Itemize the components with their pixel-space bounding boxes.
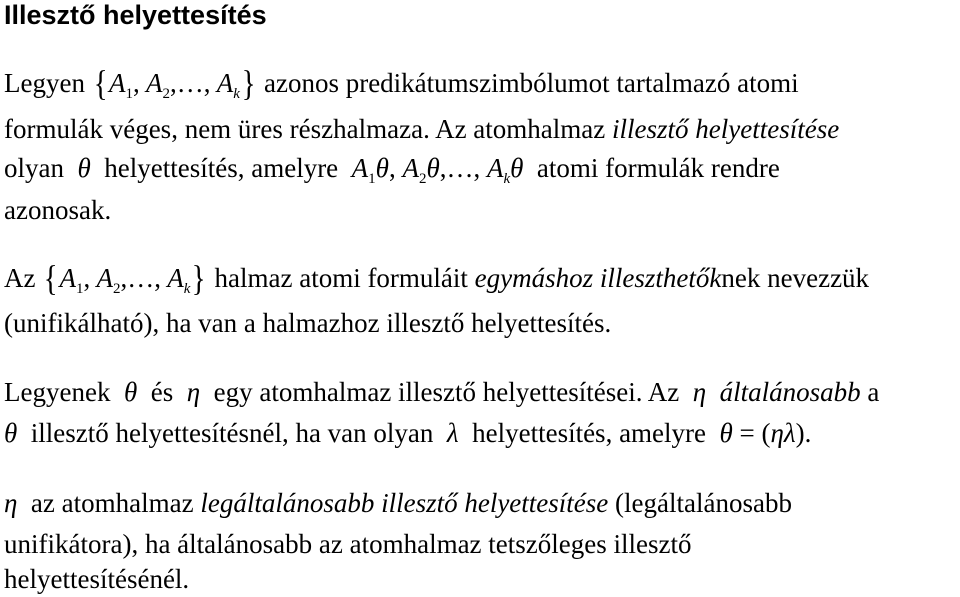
symbol-a: A	[109, 68, 126, 98]
para2-line2	[4, 307, 611, 339]
theta: θ	[375, 153, 389, 183]
left-paren: (	[761, 418, 771, 448]
para1-line2	[4, 113, 839, 145]
text: olyan	[4, 153, 64, 183]
theta: θ	[719, 418, 733, 448]
sub-2: 2	[162, 86, 171, 102]
text: illesztő helyettesítésnél, ha van olyan	[30, 418, 434, 448]
symbol-a: A	[167, 263, 184, 293]
sub-k: k	[503, 171, 511, 187]
para3-line1	[4, 376, 879, 408]
eta: η	[770, 418, 784, 448]
left-brace: {	[93, 63, 108, 103]
text: azonosak.	[4, 195, 112, 225]
sub-1: 1	[368, 171, 376, 187]
left-brace: {	[43, 258, 58, 298]
symbol-a: A	[216, 68, 234, 98]
text: azonos predikátumszimbólumot tartalmazó atomi	[263, 68, 799, 98]
page-title: Illesztő helyettesítés	[4, 0, 267, 30]
symbol-a: A	[59, 263, 77, 293]
comma: ,	[170, 68, 177, 98]
para4-line3	[4, 563, 189, 595]
ellipsis: …	[127, 263, 155, 293]
equals: =	[739, 418, 755, 448]
comma: ,	[473, 153, 481, 183]
text: Az	[4, 263, 36, 293]
text: helyettesítésénél.	[4, 564, 190, 594]
eta-symbol: η	[4, 488, 18, 518]
text: és	[150, 377, 174, 407]
para4-line1	[4, 487, 792, 519]
theta-symbol: θ	[77, 153, 91, 183]
right-paren: )	[795, 418, 805, 448]
eta-symbol: η	[186, 377, 201, 407]
text: nek nevezzük	[721, 263, 870, 293]
theta-symbol: θ	[123, 377, 138, 407]
symbol-a: A	[146, 68, 163, 98]
comma: ,	[203, 68, 211, 98]
theta-symbol: θ	[4, 418, 18, 448]
sub-k: k	[183, 281, 191, 297]
para1-line3	[4, 152, 780, 195]
text: helyettesítés, amelyre	[104, 153, 339, 183]
comma: ,	[133, 68, 140, 98]
symbol-a: A	[96, 263, 114, 293]
term-egymashoz-illeszthetok: egymáshoz illeszthetők	[474, 263, 722, 293]
text: unifikátora), ha általánosabb az atomhalmaz tetszőleges illesztő	[4, 529, 692, 559]
comma: ,	[120, 263, 128, 293]
symbol-a: A	[486, 153, 504, 183]
text: (legáltalánosabb	[615, 488, 792, 518]
ellipsis: …	[446, 153, 474, 183]
comma: ,	[154, 263, 162, 293]
substituted-atoms-formula	[351, 153, 524, 187]
eta-symbol: η	[692, 377, 707, 407]
text: formulák véges, nem üres részhalmaza. Az atomhalmaz	[4, 114, 606, 144]
text: (unifikálható), ha van a halmazhoz illesztő helyettesítés.	[4, 308, 612, 338]
sub-1: 1	[125, 86, 133, 102]
comma: ,	[83, 263, 91, 293]
lambda-symbol: λ	[446, 418, 459, 448]
symbol-a: A	[351, 153, 369, 183]
text: egy atomhalmaz illesztő helyettesítései. Az	[213, 377, 680, 407]
para1-line1	[4, 63, 799, 110]
sub-k: k	[233, 86, 240, 102]
text: atomi formulák rendre	[536, 153, 780, 183]
para1-line4	[4, 194, 111, 226]
text: helyettesítés, amelyre	[472, 418, 707, 448]
para4-line2	[4, 528, 691, 560]
symbol-a: A	[402, 153, 419, 183]
sub-2: 2	[113, 281, 121, 297]
theta: θ	[510, 153, 524, 183]
comma: ,	[388, 153, 396, 183]
text: Legyenek	[4, 377, 111, 407]
right-brace: }	[192, 258, 207, 298]
ellipsis: …	[176, 68, 204, 98]
text: az atomhalmaz	[30, 488, 194, 518]
lambda: λ	[783, 418, 796, 448]
composition-formula	[720, 418, 812, 448]
atom-set-formula	[42, 258, 214, 298]
text: a	[867, 377, 880, 407]
para2-line1	[4, 258, 870, 305]
text: Legyen	[4, 68, 85, 98]
term-altalanosabb: általánosabb	[719, 377, 861, 407]
sub-1: 1	[76, 281, 84, 297]
right-brace: }	[241, 63, 256, 103]
text: halmaz atomi formuláit	[214, 263, 468, 293]
sub-2: 2	[418, 171, 427, 187]
atom-set-formula	[92, 63, 264, 103]
theta: θ	[426, 153, 440, 183]
period: .	[804, 418, 812, 448]
para3-line2	[4, 417, 811, 449]
term-legaltalanosabb: legáltalánosabb illesztő helyettesítése	[200, 488, 609, 518]
comma: ,	[439, 153, 447, 183]
term-illeszto-helyettesites: illesztő helyettesítése	[612, 114, 840, 144]
